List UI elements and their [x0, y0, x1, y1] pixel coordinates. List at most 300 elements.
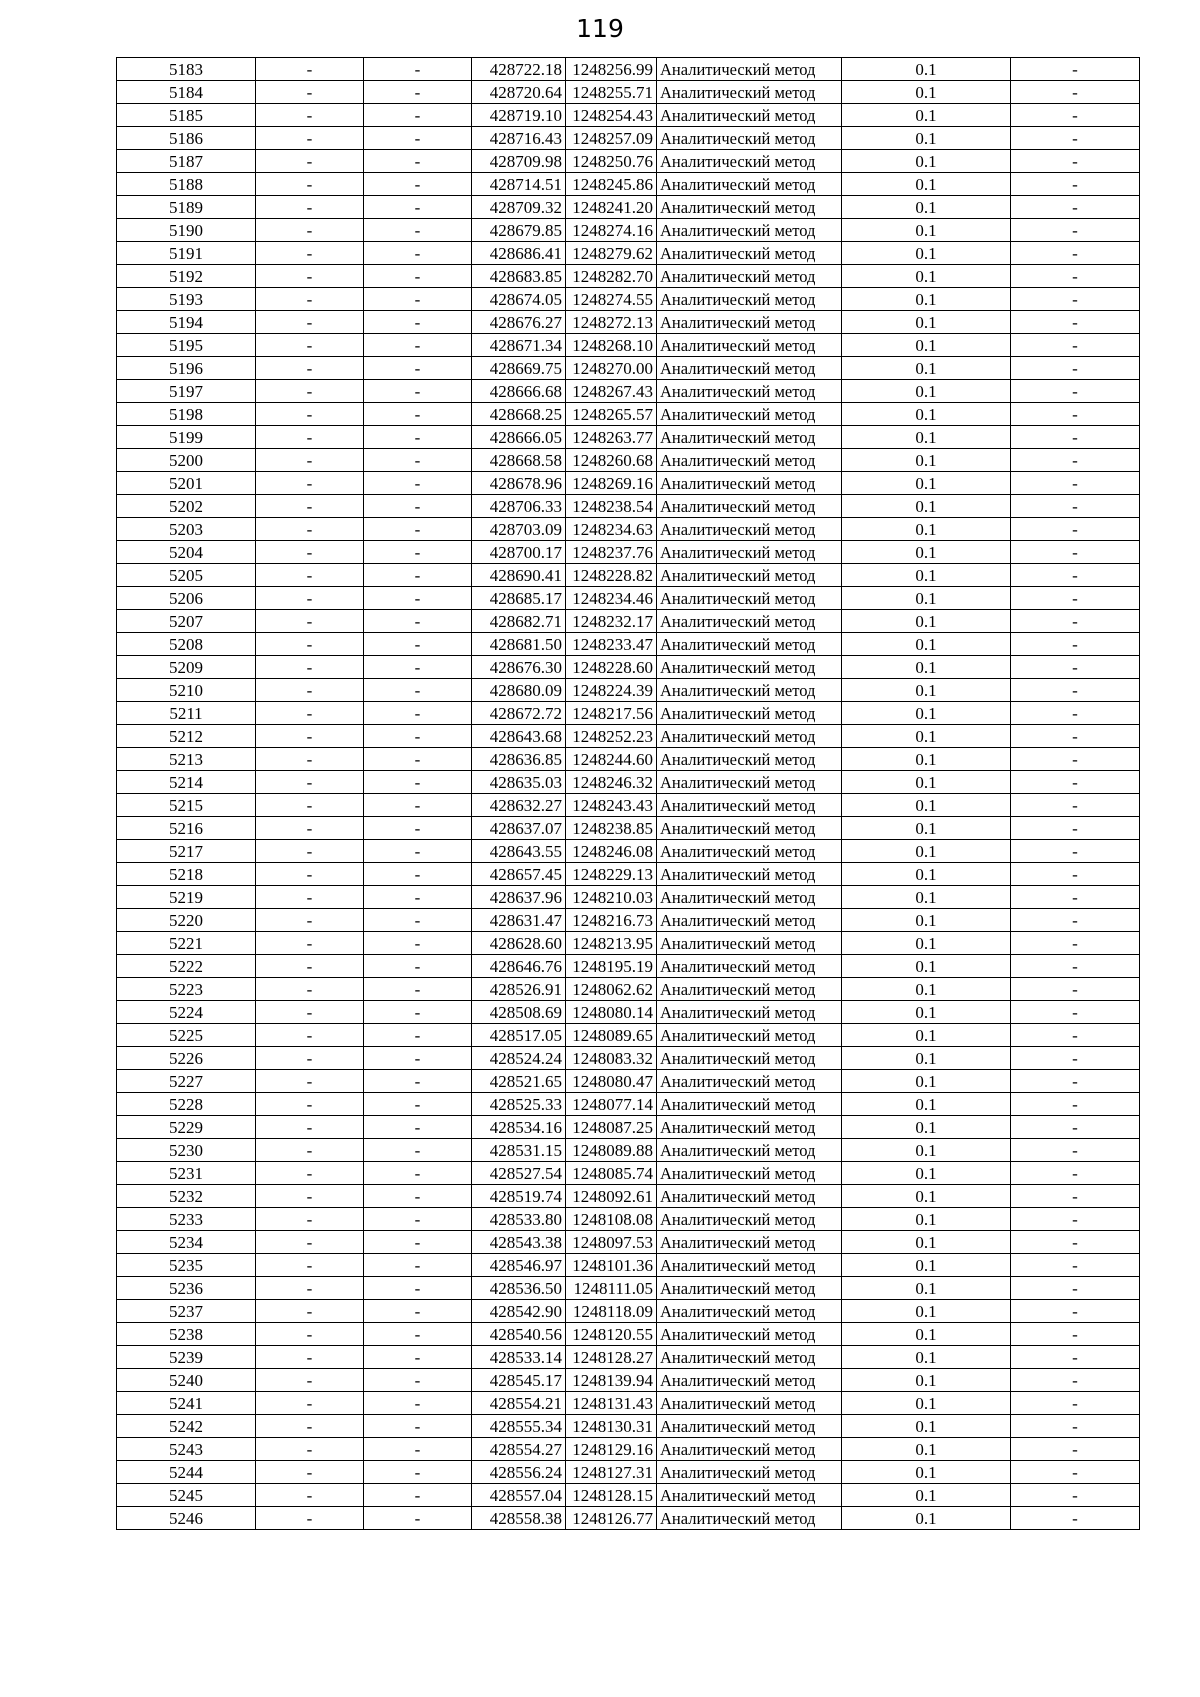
point-number-cell: 5246	[117, 1507, 256, 1530]
accuracy-cell: 0.1	[842, 1438, 1011, 1461]
dash-cell: -	[364, 1438, 472, 1461]
table-row	[117, 518, 1140, 541]
point-number-cell: 5202	[117, 495, 256, 518]
point-number-cell: 5191	[117, 242, 256, 265]
table-row	[117, 1001, 1140, 1024]
dash-cell: -	[1011, 817, 1140, 840]
accuracy-cell: 0.1	[842, 794, 1011, 817]
y-coordinate-cell: 1248267.43	[566, 380, 657, 403]
dash-cell: -	[256, 1162, 364, 1185]
point-number-cell: 5222	[117, 955, 256, 978]
dash-cell: -	[364, 1346, 472, 1369]
table-row	[117, 1484, 1140, 1507]
table-row	[117, 1116, 1140, 1139]
x-coordinate-cell: 428686.41	[472, 242, 566, 265]
dash-cell: -	[364, 1208, 472, 1231]
x-coordinate-cell: 428709.32	[472, 196, 566, 219]
x-coordinate-cell: 428676.27	[472, 311, 566, 334]
point-number-cell: 5223	[117, 978, 256, 1001]
y-coordinate-cell: 1248233.47	[566, 633, 657, 656]
dash-cell: -	[256, 219, 364, 242]
dash-cell: -	[364, 1116, 472, 1139]
method-cell: Аналитический метод	[657, 794, 842, 817]
dash-cell: -	[364, 725, 472, 748]
x-coordinate-cell: 428543.38	[472, 1231, 566, 1254]
method-cell: Аналитический метод	[657, 1415, 842, 1438]
x-coordinate-cell: 428533.14	[472, 1346, 566, 1369]
dash-cell: -	[1011, 541, 1140, 564]
method-cell: Аналитический метод	[657, 748, 842, 771]
table-row	[117, 932, 1140, 955]
table-row	[117, 380, 1140, 403]
accuracy-cell: 0.1	[842, 426, 1011, 449]
method-cell: Аналитический метод	[657, 1116, 842, 1139]
accuracy-cell: 0.1	[842, 196, 1011, 219]
accuracy-cell: 0.1	[842, 495, 1011, 518]
point-number-cell: 5203	[117, 518, 256, 541]
dash-cell: -	[256, 1438, 364, 1461]
dash-cell: -	[1011, 725, 1140, 748]
x-coordinate-cell: 428533.80	[472, 1208, 566, 1231]
y-coordinate-cell: 1248092.61	[566, 1185, 657, 1208]
dash-cell: -	[364, 150, 472, 173]
point-number-cell: 5244	[117, 1461, 256, 1484]
x-coordinate-cell: 428674.05	[472, 288, 566, 311]
dash-cell: -	[1011, 909, 1140, 932]
dash-cell: -	[256, 380, 364, 403]
dash-cell: -	[256, 1507, 364, 1530]
y-coordinate-cell: 1248210.03	[566, 886, 657, 909]
accuracy-cell: 0.1	[842, 58, 1011, 81]
table-row	[117, 955, 1140, 978]
method-cell: Аналитический метод	[657, 1231, 842, 1254]
dash-cell: -	[1011, 702, 1140, 725]
y-coordinate-cell: 1248111.05	[566, 1277, 657, 1300]
table-row	[117, 81, 1140, 104]
dash-cell: -	[256, 1277, 364, 1300]
accuracy-cell: 0.1	[842, 1093, 1011, 1116]
dash-cell: -	[256, 311, 364, 334]
point-number-cell: 5217	[117, 840, 256, 863]
x-coordinate-cell: 428637.96	[472, 886, 566, 909]
dash-cell: -	[1011, 1024, 1140, 1047]
method-cell: Аналитический метод	[657, 1047, 842, 1070]
table-row	[117, 1185, 1140, 1208]
dash-cell: -	[256, 1001, 364, 1024]
y-coordinate-cell: 1248241.20	[566, 196, 657, 219]
point-number-cell: 5243	[117, 1438, 256, 1461]
method-cell: Аналитический метод	[657, 58, 842, 81]
dash-cell: -	[364, 817, 472, 840]
dash-cell: -	[1011, 771, 1140, 794]
table-row	[117, 104, 1140, 127]
dash-cell: -	[364, 541, 472, 564]
method-cell: Аналитический метод	[657, 1024, 842, 1047]
dash-cell: -	[1011, 564, 1140, 587]
method-cell: Аналитический метод	[657, 150, 842, 173]
point-number-cell: 5199	[117, 426, 256, 449]
table-row	[117, 472, 1140, 495]
accuracy-cell: 0.1	[842, 288, 1011, 311]
y-coordinate-cell: 1248269.16	[566, 472, 657, 495]
x-coordinate-cell: 428545.17	[472, 1369, 566, 1392]
accuracy-cell: 0.1	[842, 978, 1011, 1001]
x-coordinate-cell: 428526.91	[472, 978, 566, 1001]
accuracy-cell: 0.1	[842, 702, 1011, 725]
y-coordinate-cell: 1248120.55	[566, 1323, 657, 1346]
dash-cell: -	[364, 242, 472, 265]
dash-cell: -	[256, 288, 364, 311]
point-number-cell: 5204	[117, 541, 256, 564]
dash-cell: -	[1011, 472, 1140, 495]
dash-cell: -	[256, 104, 364, 127]
dash-cell: -	[256, 725, 364, 748]
accuracy-cell: 0.1	[842, 81, 1011, 104]
dash-cell: -	[364, 1185, 472, 1208]
dash-cell: -	[256, 656, 364, 679]
dash-cell: -	[256, 1231, 364, 1254]
x-coordinate-cell: 428519.74	[472, 1185, 566, 1208]
method-cell: Аналитический метод	[657, 840, 842, 863]
accuracy-cell: 0.1	[842, 1001, 1011, 1024]
y-coordinate-cell: 1248128.27	[566, 1346, 657, 1369]
accuracy-cell: 0.1	[842, 564, 1011, 587]
dash-cell: -	[1011, 955, 1140, 978]
dash-cell: -	[364, 702, 472, 725]
accuracy-cell: 0.1	[842, 219, 1011, 242]
table-row	[117, 196, 1140, 219]
method-cell: Аналитический метод	[657, 886, 842, 909]
y-coordinate-cell: 1248263.77	[566, 426, 657, 449]
table-row	[117, 1070, 1140, 1093]
y-coordinate-cell: 1248077.14	[566, 1093, 657, 1116]
x-coordinate-cell: 428628.60	[472, 932, 566, 955]
point-number-cell: 5220	[117, 909, 256, 932]
dash-cell: -	[256, 955, 364, 978]
accuracy-cell: 0.1	[842, 1392, 1011, 1415]
point-number-cell: 5186	[117, 127, 256, 150]
x-coordinate-cell: 428546.97	[472, 1254, 566, 1277]
accuracy-cell: 0.1	[842, 1024, 1011, 1047]
x-coordinate-cell: 428703.09	[472, 518, 566, 541]
dash-cell: -	[364, 334, 472, 357]
x-coordinate-cell: 428521.65	[472, 1070, 566, 1093]
dash-cell: -	[1011, 1346, 1140, 1369]
accuracy-cell: 0.1	[842, 725, 1011, 748]
page-number: 119	[576, 14, 624, 43]
y-coordinate-cell: 1248224.39	[566, 679, 657, 702]
dash-cell: -	[364, 472, 472, 495]
table-row	[117, 610, 1140, 633]
dash-cell: -	[1011, 495, 1140, 518]
method-cell: Аналитический метод	[657, 863, 842, 886]
x-coordinate-cell: 428525.33	[472, 1093, 566, 1116]
x-coordinate-cell: 428524.24	[472, 1047, 566, 1070]
table-row	[117, 173, 1140, 196]
dash-cell: -	[256, 633, 364, 656]
dash-cell: -	[1011, 1139, 1140, 1162]
dash-cell: -	[1011, 518, 1140, 541]
y-coordinate-cell: 1248101.36	[566, 1254, 657, 1277]
dash-cell: -	[364, 932, 472, 955]
dash-cell: -	[1011, 794, 1140, 817]
x-coordinate-cell: 428643.68	[472, 725, 566, 748]
dash-cell: -	[364, 656, 472, 679]
y-coordinate-cell: 1248216.73	[566, 909, 657, 932]
x-coordinate-cell: 428679.85	[472, 219, 566, 242]
table-row	[117, 219, 1140, 242]
table-row	[117, 587, 1140, 610]
table-row	[117, 1047, 1140, 1070]
x-coordinate-cell: 428643.55	[472, 840, 566, 863]
y-coordinate-cell: 1248217.56	[566, 702, 657, 725]
x-coordinate-cell: 428558.38	[472, 1507, 566, 1530]
dash-cell: -	[364, 1461, 472, 1484]
dash-cell: -	[256, 886, 364, 909]
dash-cell: -	[1011, 1208, 1140, 1231]
dash-cell: -	[1011, 1277, 1140, 1300]
dash-cell: -	[364, 1093, 472, 1116]
x-coordinate-cell: 428540.56	[472, 1323, 566, 1346]
method-cell: Аналитический метод	[657, 702, 842, 725]
point-number-cell: 5205	[117, 564, 256, 587]
dash-cell: -	[256, 173, 364, 196]
x-coordinate-cell: 428709.98	[472, 150, 566, 173]
method-cell: Аналитический метод	[657, 1254, 842, 1277]
dash-cell: -	[1011, 1254, 1140, 1277]
dash-cell: -	[364, 449, 472, 472]
x-coordinate-cell: 428668.25	[472, 403, 566, 426]
table-row	[117, 1139, 1140, 1162]
table-row	[117, 334, 1140, 357]
dash-cell: -	[364, 863, 472, 886]
x-coordinate-cell: 428536.50	[472, 1277, 566, 1300]
accuracy-cell: 0.1	[842, 955, 1011, 978]
point-number-cell: 5210	[117, 679, 256, 702]
dash-cell: -	[256, 1254, 364, 1277]
point-number-cell: 5198	[117, 403, 256, 426]
y-coordinate-cell: 1248238.54	[566, 495, 657, 518]
dash-cell: -	[1011, 403, 1140, 426]
table-row	[117, 1438, 1140, 1461]
dash-cell: -	[256, 449, 364, 472]
x-coordinate-cell: 428636.85	[472, 748, 566, 771]
y-coordinate-cell: 1248252.23	[566, 725, 657, 748]
x-coordinate-cell: 428666.05	[472, 426, 566, 449]
x-coordinate-cell: 428517.05	[472, 1024, 566, 1047]
dash-cell: -	[364, 219, 472, 242]
x-coordinate-cell: 428690.41	[472, 564, 566, 587]
x-coordinate-cell: 428542.90	[472, 1300, 566, 1323]
point-number-cell: 5228	[117, 1093, 256, 1116]
dash-cell: -	[256, 1346, 364, 1369]
dash-cell: -	[1011, 1093, 1140, 1116]
dash-cell: -	[364, 426, 472, 449]
y-coordinate-cell: 1248131.43	[566, 1392, 657, 1415]
table-row	[117, 725, 1140, 748]
table-row	[117, 1277, 1140, 1300]
point-number-cell: 5215	[117, 794, 256, 817]
dash-cell: -	[364, 127, 472, 150]
table-row	[117, 403, 1140, 426]
x-coordinate-cell: 428555.34	[472, 1415, 566, 1438]
dash-cell: -	[1011, 1162, 1140, 1185]
accuracy-cell: 0.1	[842, 380, 1011, 403]
dash-cell: -	[364, 1507, 472, 1530]
y-coordinate-cell: 1248282.70	[566, 265, 657, 288]
x-coordinate-cell: 428508.69	[472, 1001, 566, 1024]
dash-cell: -	[364, 587, 472, 610]
x-coordinate-cell: 428554.27	[472, 1438, 566, 1461]
accuracy-cell: 0.1	[842, 1116, 1011, 1139]
point-number-cell: 5190	[117, 219, 256, 242]
method-cell: Аналитический метод	[657, 1093, 842, 1116]
method-cell: Аналитический метод	[657, 633, 842, 656]
table-row	[117, 633, 1140, 656]
method-cell: Аналитический метод	[657, 311, 842, 334]
table-row	[117, 1507, 1140, 1530]
y-coordinate-cell: 1248085.74	[566, 1162, 657, 1185]
table-row	[117, 1415, 1140, 1438]
dash-cell: -	[364, 1415, 472, 1438]
table-row	[117, 288, 1140, 311]
accuracy-cell: 0.1	[842, 1484, 1011, 1507]
method-cell: Аналитический метод	[657, 219, 842, 242]
dash-cell: -	[256, 1070, 364, 1093]
x-coordinate-cell: 428700.17	[472, 541, 566, 564]
dash-cell: -	[256, 1208, 364, 1231]
dash-cell: -	[364, 58, 472, 81]
table-row	[117, 357, 1140, 380]
y-coordinate-cell: 1248089.88	[566, 1139, 657, 1162]
table-row	[117, 1231, 1140, 1254]
dash-cell: -	[1011, 1507, 1140, 1530]
dash-cell: -	[256, 495, 364, 518]
accuracy-cell: 0.1	[842, 1231, 1011, 1254]
dash-cell: -	[1011, 1047, 1140, 1070]
dash-cell: -	[256, 357, 364, 380]
x-coordinate-cell: 428666.68	[472, 380, 566, 403]
x-coordinate-cell: 428556.24	[472, 1461, 566, 1484]
x-coordinate-cell: 428683.85	[472, 265, 566, 288]
accuracy-cell: 0.1	[842, 403, 1011, 426]
dash-cell: -	[1011, 150, 1140, 173]
accuracy-cell: 0.1	[842, 1047, 1011, 1070]
point-number-cell: 5238	[117, 1323, 256, 1346]
accuracy-cell: 0.1	[842, 1208, 1011, 1231]
dash-cell: -	[364, 1070, 472, 1093]
table-row	[117, 817, 1140, 840]
table-row	[117, 771, 1140, 794]
dash-cell: -	[256, 587, 364, 610]
table-row	[117, 1300, 1140, 1323]
table-row	[117, 426, 1140, 449]
table-row	[117, 1162, 1140, 1185]
accuracy-cell: 0.1	[842, 1162, 1011, 1185]
point-number-cell: 5192	[117, 265, 256, 288]
method-cell: Аналитический метод	[657, 288, 842, 311]
dash-cell: -	[364, 357, 472, 380]
point-number-cell: 5221	[117, 932, 256, 955]
dash-cell: -	[364, 679, 472, 702]
dash-cell: -	[256, 1047, 364, 1070]
dash-cell: -	[256, 909, 364, 932]
accuracy-cell: 0.1	[842, 1323, 1011, 1346]
accuracy-cell: 0.1	[842, 1300, 1011, 1323]
method-cell: Аналитический метод	[657, 771, 842, 794]
y-coordinate-cell: 1248254.43	[566, 104, 657, 127]
x-coordinate-cell: 428716.43	[472, 127, 566, 150]
dash-cell: -	[256, 610, 364, 633]
dash-cell: -	[364, 886, 472, 909]
x-coordinate-cell: 428637.07	[472, 817, 566, 840]
table-row	[117, 495, 1140, 518]
x-coordinate-cell: 428681.50	[472, 633, 566, 656]
accuracy-cell: 0.1	[842, 909, 1011, 932]
point-number-cell: 5184	[117, 81, 256, 104]
dash-cell: -	[1011, 1116, 1140, 1139]
dash-cell: -	[1011, 334, 1140, 357]
dash-cell: -	[364, 1001, 472, 1024]
accuracy-cell: 0.1	[842, 886, 1011, 909]
point-number-cell: 5208	[117, 633, 256, 656]
method-cell: Аналитический метод	[657, 495, 842, 518]
table-body	[117, 58, 1140, 1530]
dash-cell: -	[1011, 978, 1140, 1001]
dash-cell: -	[364, 265, 472, 288]
table-row	[117, 978, 1140, 1001]
table-row	[117, 909, 1140, 932]
accuracy-cell: 0.1	[842, 1139, 1011, 1162]
dash-cell: -	[1011, 840, 1140, 863]
point-number-cell: 5197	[117, 380, 256, 403]
point-number-cell: 5242	[117, 1415, 256, 1438]
dash-cell: -	[1011, 587, 1140, 610]
table-row	[117, 840, 1140, 863]
accuracy-cell: 0.1	[842, 104, 1011, 127]
dash-cell: -	[364, 173, 472, 196]
method-cell: Аналитический метод	[657, 127, 842, 150]
accuracy-cell: 0.1	[842, 357, 1011, 380]
point-number-cell: 5236	[117, 1277, 256, 1300]
method-cell: Аналитический метод	[657, 1438, 842, 1461]
method-cell: Аналитический метод	[657, 1001, 842, 1024]
dash-cell: -	[364, 1139, 472, 1162]
x-coordinate-cell: 428557.04	[472, 1484, 566, 1507]
point-number-cell: 5245	[117, 1484, 256, 1507]
dash-cell: -	[1011, 219, 1140, 242]
y-coordinate-cell: 1248232.17	[566, 610, 657, 633]
point-number-cell: 5211	[117, 702, 256, 725]
y-coordinate-cell: 1248265.57	[566, 403, 657, 426]
dash-cell: -	[256, 1323, 364, 1346]
y-coordinate-cell: 1248080.14	[566, 1001, 657, 1024]
method-cell: Аналитический метод	[657, 1162, 842, 1185]
x-coordinate-cell: 428669.75	[472, 357, 566, 380]
dash-cell: -	[256, 403, 364, 426]
dash-cell: -	[1011, 1484, 1140, 1507]
table-row	[117, 702, 1140, 725]
point-number-cell: 5196	[117, 357, 256, 380]
accuracy-cell: 0.1	[842, 449, 1011, 472]
dash-cell: -	[364, 610, 472, 633]
dash-cell: -	[1011, 127, 1140, 150]
dash-cell: -	[364, 104, 472, 127]
dash-cell: -	[1011, 81, 1140, 104]
method-cell: Аналитический метод	[657, 1507, 842, 1530]
point-number-cell: 5188	[117, 173, 256, 196]
x-coordinate-cell: 428531.15	[472, 1139, 566, 1162]
